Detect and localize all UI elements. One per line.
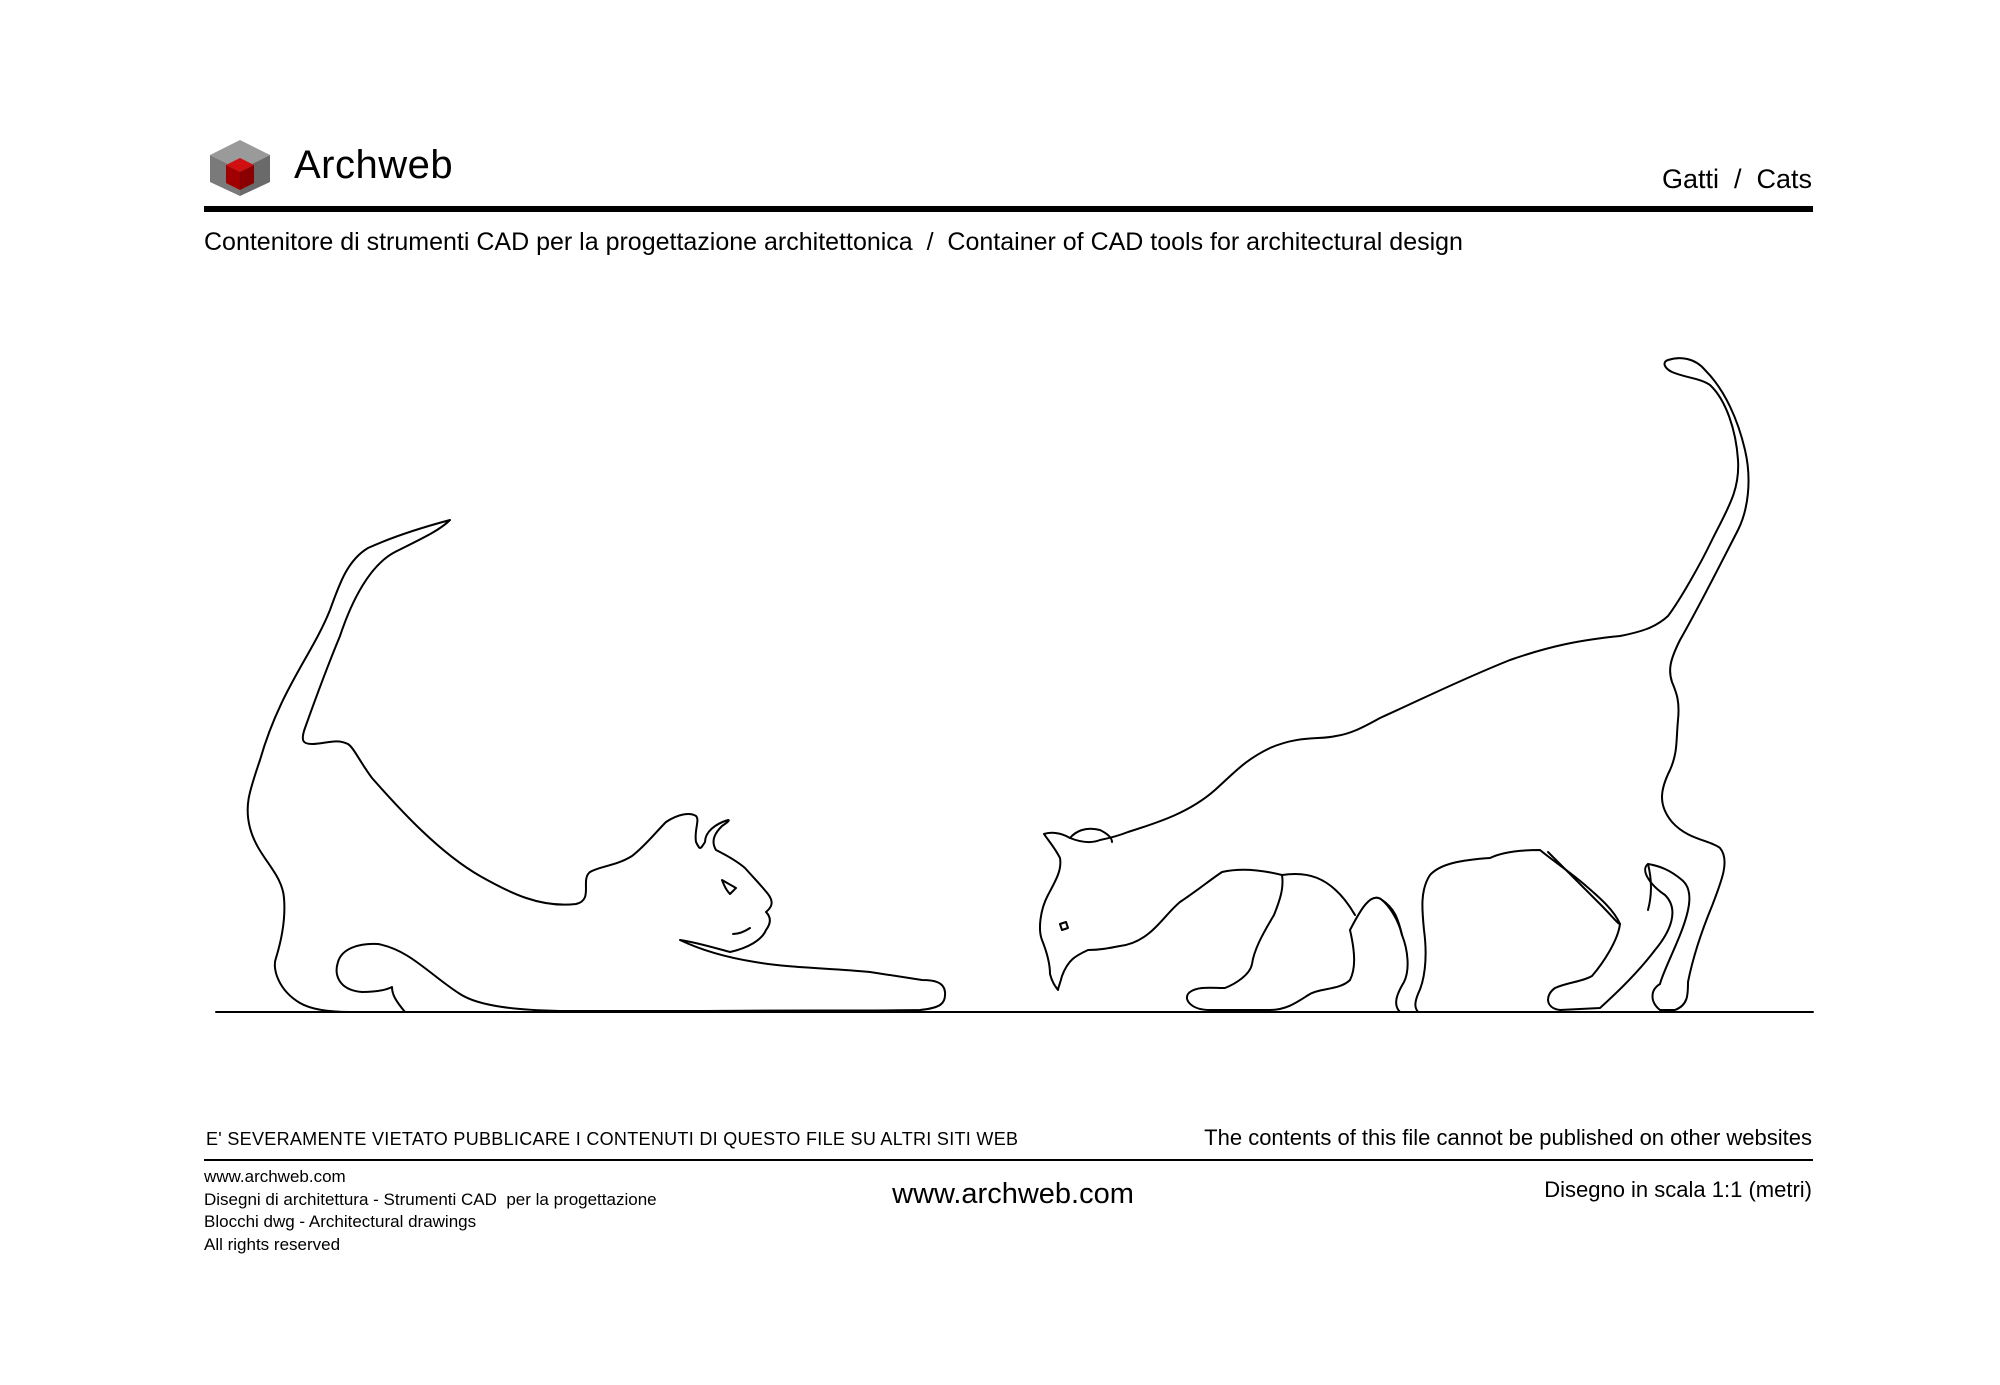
footer-info-line: www.archweb.com (204, 1167, 346, 1186)
page-subtitle: Contenitore di strumenti CAD per la progettazione architettonica / Container of CAD tools for architectural design (204, 228, 1463, 256)
drawing-category: Gatti / Cats (1661, 164, 1812, 194)
walking-cat (1040, 358, 1749, 1012)
footer-info-line: All rights reserved (204, 1234, 341, 1254)
footer-info-line: Disegni di architettura - Strumenti CAD per la progettazione (204, 1189, 657, 1209)
brand-name: Archweb (294, 143, 454, 187)
footer-divider (204, 1159, 1813, 1161)
copyright-warning-italian: E' SEVERAMENTE VIETATO PUBBLICARE I CONTENUTI DI QUESTO FILE SU ALTRI SITI WEB (206, 1129, 1019, 1149)
drawing-scale: Disegno in scala 1:1 (metri) (1544, 1177, 1812, 1202)
stretching-cat (248, 520, 945, 1012)
footer-info-line: Blocchi dwg - Architectural drawings (204, 1212, 477, 1231)
site-url[interactable]: www.archweb.com (892, 1178, 1134, 1210)
copyright-warning-english: The contents of this file cannot be published on other websites (1204, 1125, 1812, 1150)
